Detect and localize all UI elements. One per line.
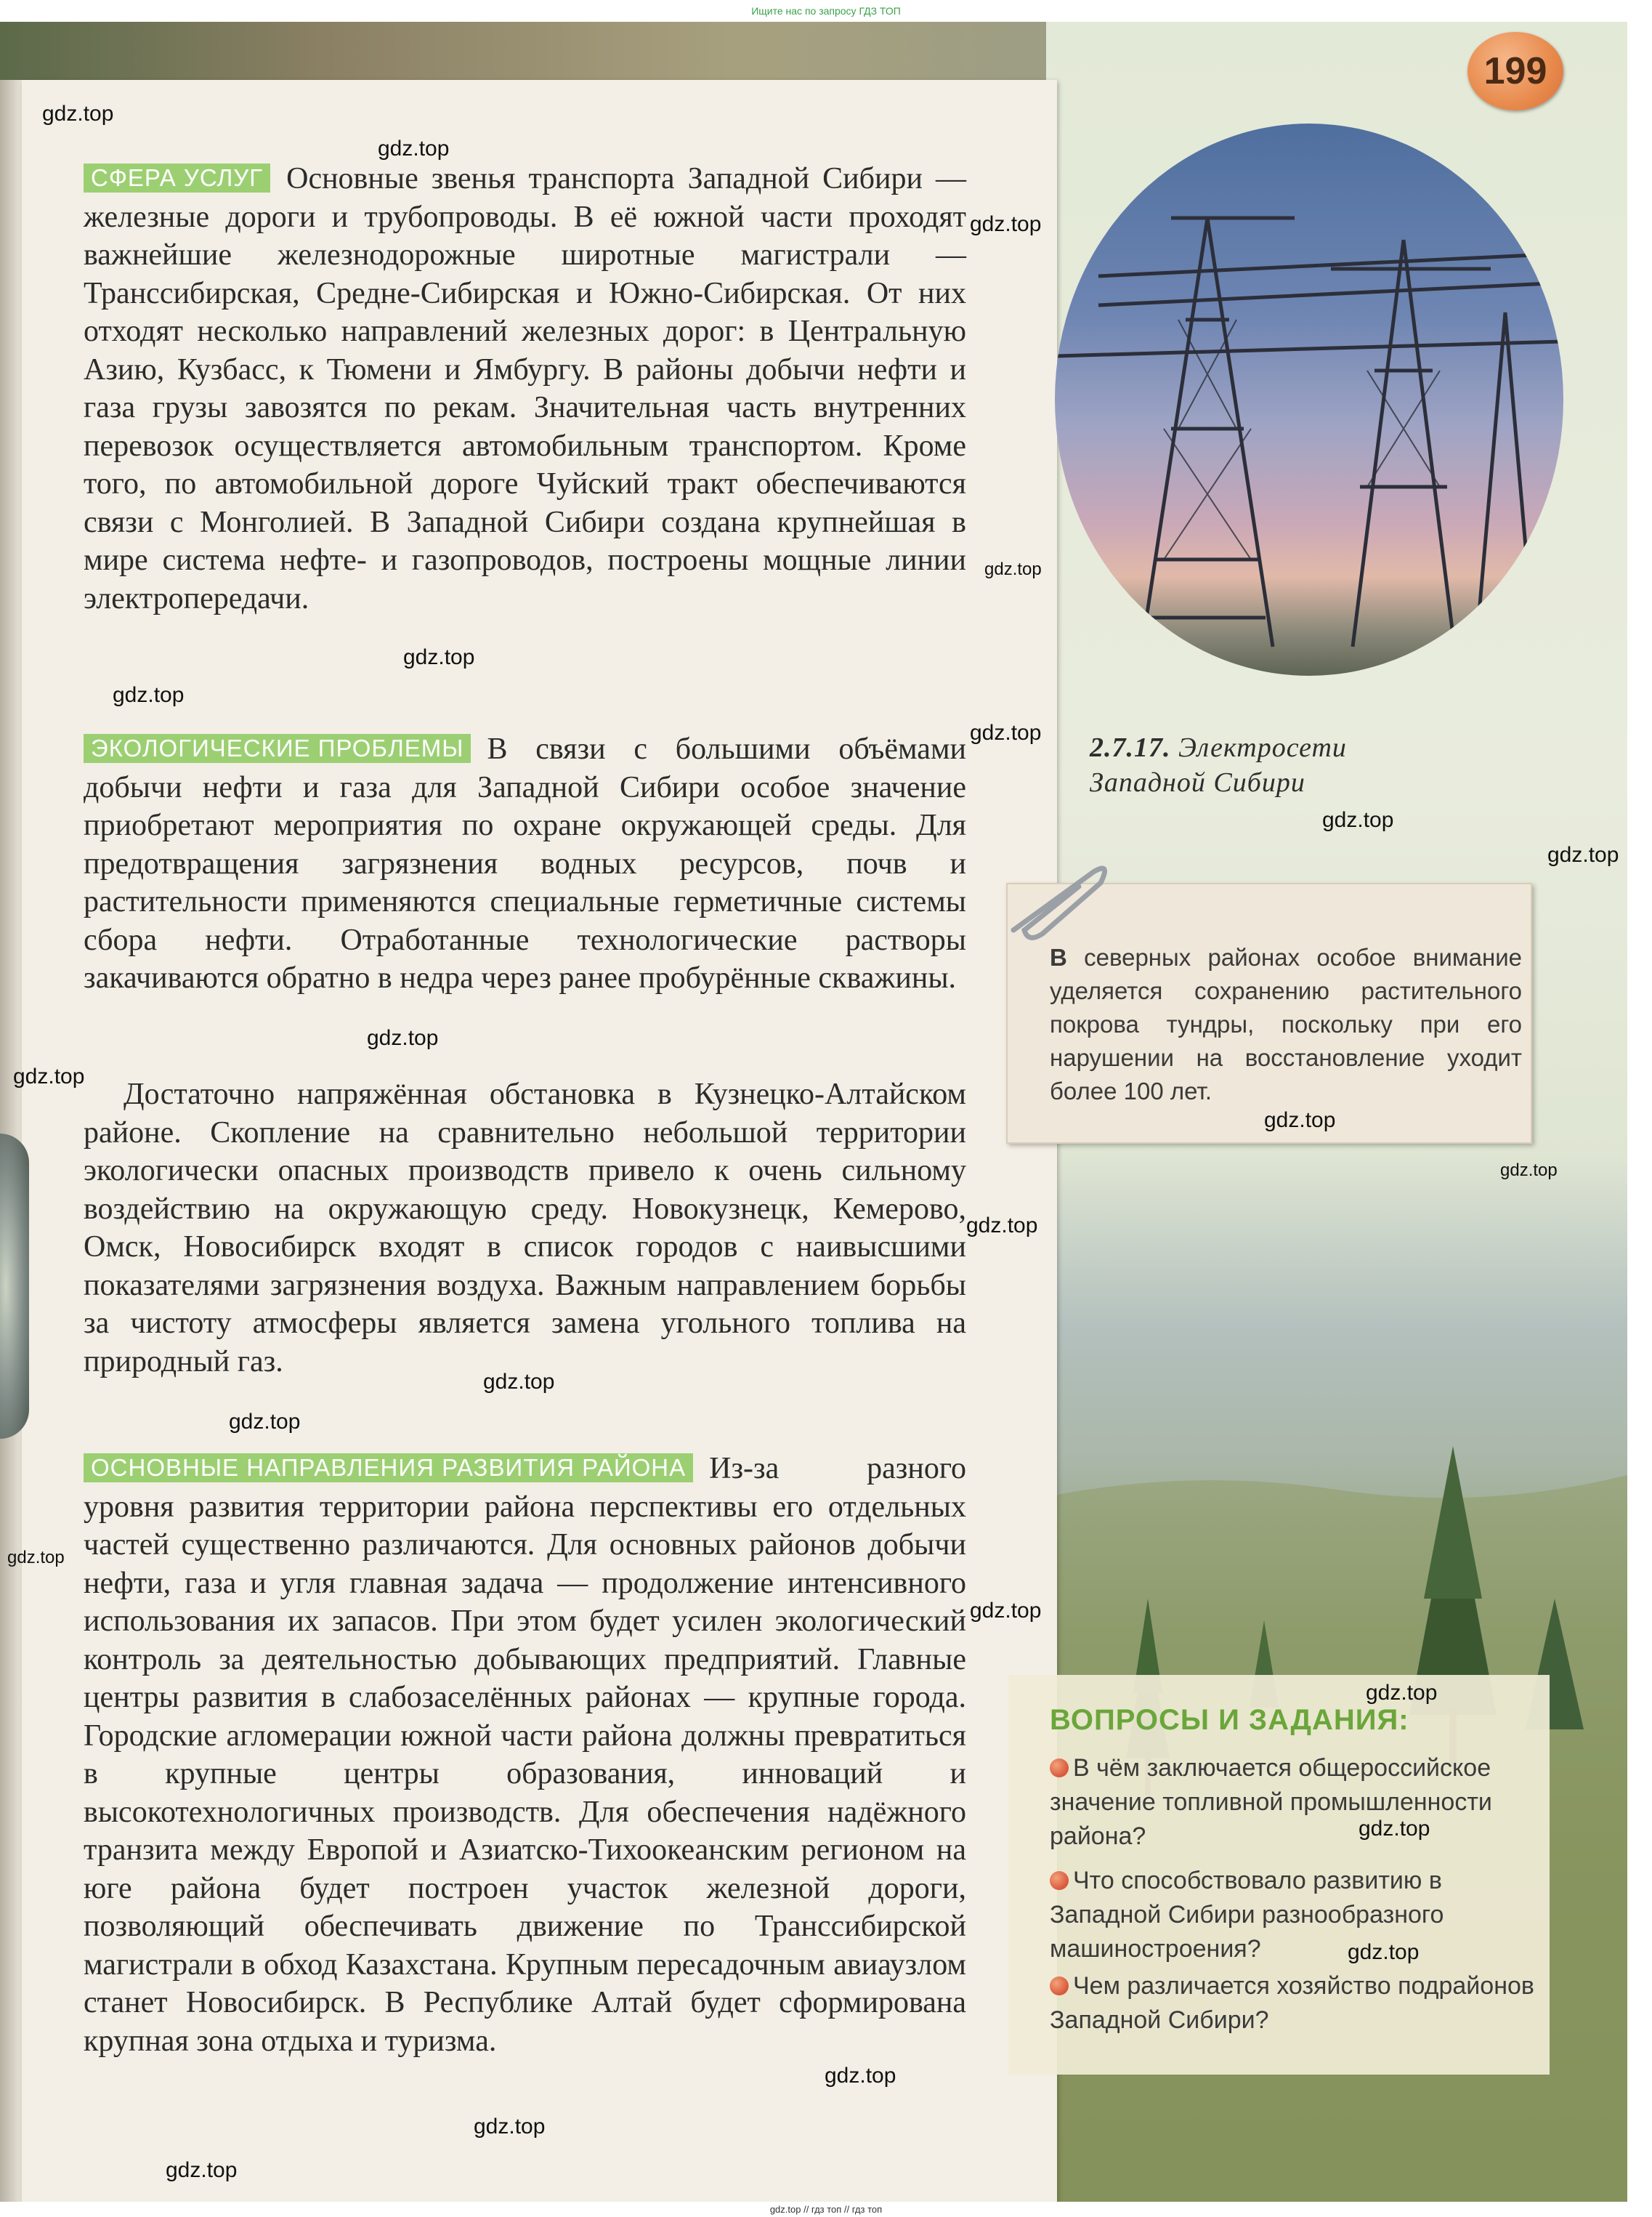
watermark: gdz.top (825, 2064, 896, 2088)
watermark: gdz.top (378, 137, 450, 161)
watermark: gdz.top (1500, 1160, 1558, 1180)
watermark: gdz.top (229, 1410, 301, 1434)
question-item (1050, 1969, 1536, 2038)
section-heading-development: ОСНОВНЫЕ НАПРАВЛЕНИЯ РАЗВИТИЯ РАЙОНА (84, 1453, 693, 1482)
bullet-icon (1050, 1976, 1069, 1995)
watermark: gdz.top (1366, 1681, 1438, 1705)
section-text-ecology-2: Достаточно напряжённая обстановка в Кузнецко-Алтайском районе. Скопление на сравнительно небольшой территории экологически опасных производств привело к очень сильному воздействию на окружающую среду. Новокузнецк, Кемерово, Омск, Новосибирск входят в список городов с наивысшими показателями загрязнения воздуха. Важным направлением борьбы за чистоту атмосферы является замена угольного топлива на природный газ. (84, 1078, 966, 1378)
section-services (84, 160, 966, 618)
watermark: gdz.top (970, 721, 1042, 745)
questions-title: ВОПРОСЫ И ЗАДАНИЯ: (1050, 1704, 1409, 1736)
question-text-1: В чём заключается общероссийское значение топливной промышленности района? (1050, 1754, 1492, 1850)
watermark: gdz.top (1264, 1108, 1336, 1132)
bullet-icon (1050, 1871, 1069, 1890)
power-tower-illustration (1055, 124, 1563, 676)
watermark: gdz.top (1547, 843, 1619, 867)
top-banner (0, 0, 1652, 22)
watermark: gdz.top (966, 1214, 1038, 1237)
paperclip-icon (992, 850, 1122, 952)
section-heading-ecology: ЭКОЛОГИЧЕСКИЕ ПРОБЛЕМЫ (84, 734, 471, 763)
question-text-3: Чем различается хозяйство подрайонов Западной Сибири? (1050, 1972, 1534, 2034)
watermark: gdz.top (970, 1599, 1042, 1623)
left-edge-photo (0, 1134, 29, 1439)
watermark: gdz.top (970, 212, 1042, 236)
watermark: gdz.top (7, 1548, 65, 1567)
watermark: gdz.top (367, 1026, 439, 1050)
figure-caption-line1: Электросети (1178, 732, 1347, 763)
note-text (1050, 941, 1522, 1108)
note-first-letter: В (1050, 944, 1067, 971)
note-body: северных районах особое внимание уделяется сохранению растительного покрова тундры, поскольку при его нарушении на восстановление уходит более 100 лет. (1050, 944, 1522, 1105)
section-development (84, 1450, 966, 2060)
question-item (1050, 1864, 1536, 1966)
watermark: gdz.top (1322, 808, 1394, 832)
figure-caption-line2: Западной Сибири (1090, 767, 1305, 798)
watermark: gdz.top (474, 2115, 546, 2139)
watermark: gdz.top (42, 102, 114, 126)
footer (0, 2202, 1652, 2217)
page-number: 199 (1483, 50, 1547, 92)
figure-caption (1090, 730, 1497, 800)
footer-text: gdz.top // гдз топ // гдз топ (769, 2204, 883, 2215)
power-grid-photo (1055, 124, 1563, 676)
section-ecology (84, 730, 966, 998)
bullet-icon (1050, 1758, 1069, 1777)
watermark: gdz.top (1348, 1940, 1420, 1964)
page-number-badge (1467, 32, 1563, 110)
watermark: gdz.top (403, 645, 475, 669)
watermark: gdz.top (13, 1065, 85, 1089)
section-text-ecology: В связи с большими объёмами добычи нефти и газа для Западной Сибири особое значение приобретают мероприятия по охране окружающей среды. Для предотвращения загрязнения водных ресурсов, почв и растительности применяются специальные герметичные системы сбора нефти. Отработанные технологические растворы закачиваются обратно в недра через ранее пробурённые скважины. (84, 732, 966, 995)
section-heading-services: СФЕРА УСЛУГ (84, 163, 270, 193)
question-item (1050, 1751, 1536, 1854)
figure-number: 2.7.17. (1090, 732, 1171, 763)
section-text-development: Из-за разного уровня развития территории района перспективы его отдельных частей существенно различаются. Для основных районов добычи нефти, газа и угля главная задача — продолжение интенсивного использования их запасов. При этом будет усилен экологический контроль за деятельностью добывающих предприятий. Главные центры развития в слабозаселённых районах — крупные города. Городские агломерации южной части района должны превратиться в крупные центры образования, инноваций и высокотехнологичных производств. Для обеспечения надёжного транзита между Европой и Азиатско-Тихоокеанским регионом на юге района будет построен участок железной дороги, позволяющий обеспечивать движение по Транссибирской магистрали в обход Казахстана. Крупным пересадочным авиаузлом станет Новосибирск. В Республике Алтай будет сформирована крупная зона отдыха и туризма. (84, 1452, 966, 2058)
watermark: gdz.top (166, 2158, 238, 2182)
watermark: gdz.top (984, 560, 1042, 579)
watermark: gdz.top (483, 1370, 555, 1394)
page-edge (1627, 0, 1652, 2217)
section-text-services: Основные звенья транспорта Западной Сибири — железные дороги и трубопроводы. В её южной части проходят важнейшие железнодорожные широтные магистрали — Транссибирская, Средне-Сибирская и Южно-Сибирская. От них отходят несколько направлений железных дорог: в Центральную Азию, Кузбасс, к Тюмени и Ямбургу. В районы добычи нефти и газа грузы завозятся по рекам. Значительная часть внутренних перевозок осуществляется автомобильным транспортом. Кроме того, по автомобильной дороге Чуйский тракт обеспечиваются связи с Монголией. В Западной Сибири создана крупнейшая в мире система нефте- и газопроводов, построены мощные линии электропередачи. (84, 162, 966, 615)
top-banner-text: Ищите нас по запросу ГДЗ ТОП (751, 5, 901, 17)
watermark: gdz.top (113, 683, 185, 707)
section-ecology-paragraph-2 (84, 1075, 966, 1381)
question-text-2: Что способствовало развитию в Западной Сибири разнообразного машиностроения? (1050, 1867, 1444, 1963)
watermark: gdz.top (1359, 1817, 1430, 1841)
